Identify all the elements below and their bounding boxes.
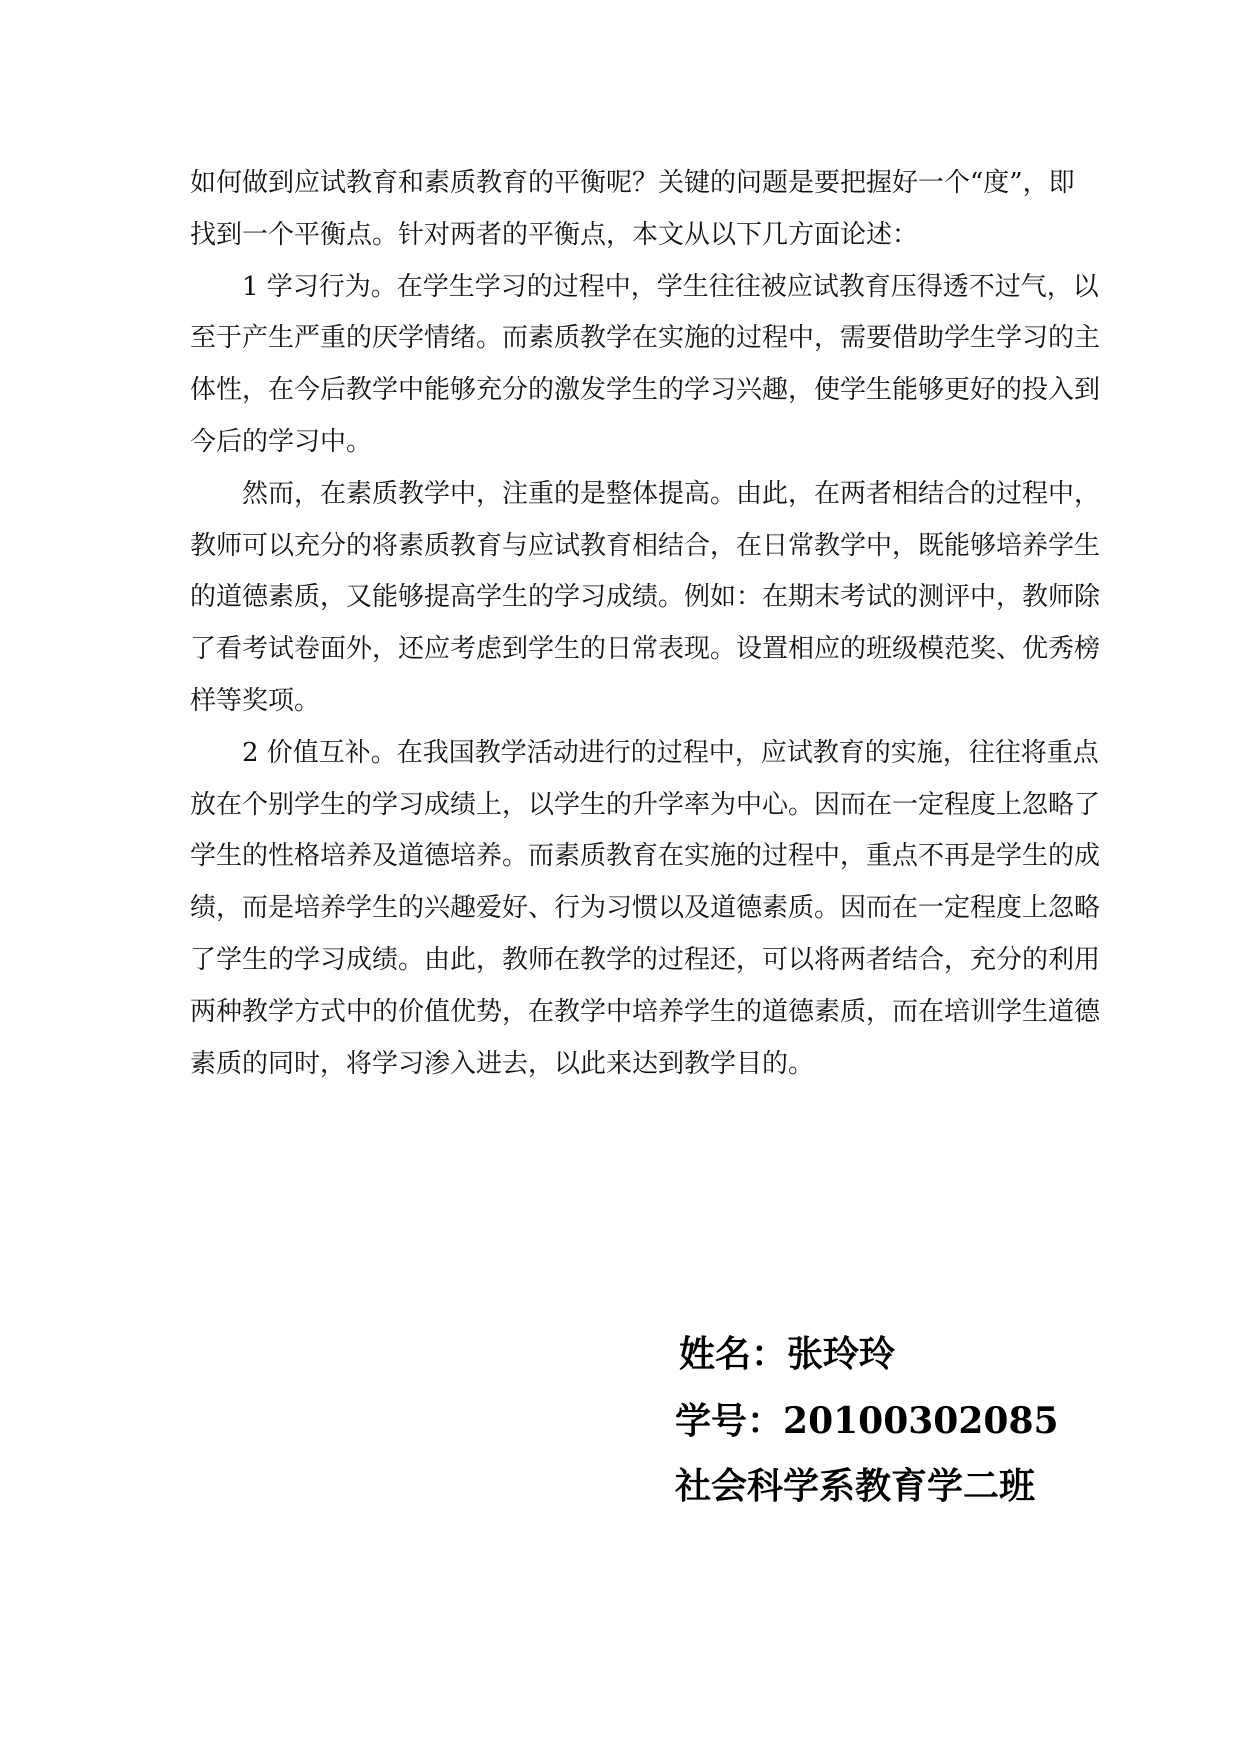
paragraph-line: 找到一个平衡点。针对两者的平衡点，本文从以下几方面论述： bbox=[190, 219, 919, 250]
paragraph-line: 放在个别学生的学习成绩上，以学生的升学率为中心。因而在一定程度上忽略了 bbox=[190, 789, 1101, 820]
paragraph-line: 了看考试卷面外，还应考虑到学生的日常表现。设置相应的班级模范奖、优秀榜 bbox=[190, 634, 1101, 665]
student-id-label: 学号： bbox=[675, 1401, 784, 1442]
paragraph-line: 样等奖项。 bbox=[190, 685, 321, 716]
paragraph-line: 素质的同时，将学习渗入进去，以此来达到教学目的。 bbox=[190, 1048, 815, 1079]
paragraph-line: 2 价值互补。在我国教学活动进行的过程中，应试教育的实施，往往将重点 bbox=[242, 737, 1099, 768]
paragraph-line: 的道德素质，又能够提高学生的学习成绩。例如：在期末考试的测评中，教师除 bbox=[190, 582, 1101, 613]
student-name-line bbox=[675, 1322, 1059, 1388]
paragraph-line: 两种教学方式中的价值优势，在教学中培养学生的道德素质，而在培训学生道德 bbox=[190, 996, 1101, 1027]
paragraph-line: 然而，在素质教学中，注重的是整体提高。由此，在两者相结合的过程中， bbox=[242, 478, 1101, 509]
body-text bbox=[190, 158, 1101, 1090]
paragraph-line: 学生的性格培养及道德培养。而素质教育在实施的过程中，重点不再是学生的成 bbox=[190, 841, 1101, 872]
paragraph-line: 教师可以充分的将素质教育与应试教育相结合，在日常教学中，既能够培养学生 bbox=[190, 530, 1101, 561]
paragraph-line: 绩，而是培养学生的兴趣爱好、行为习惯以及道德素质。因而在一定程度上忽略 bbox=[190, 893, 1101, 924]
paragraph-line: 了学生的学习成绩。由此，教师在教学的过程还，可以将两者结合，充分的利用 bbox=[190, 944, 1101, 975]
student-id-line bbox=[675, 1388, 1059, 1454]
paragraph-line: 今后的学习中。 bbox=[190, 426, 373, 457]
student-name-value: 张玲玲 bbox=[787, 1334, 896, 1375]
paragraph-line: 至于产生严重的厌学情绪。而素质教学在实施的过程中，需要借助学生学习的主 bbox=[190, 323, 1101, 354]
paragraph-line: 体性，在今后教学中能够充分的激发学生的学习兴趣，使学生能够更好的投入到 bbox=[190, 375, 1101, 406]
signature-block bbox=[675, 1322, 1059, 1520]
department-line: 社会科学系教育学二班 bbox=[675, 1466, 1036, 1507]
paragraph-line: 1 学习行为。在学生学习的过程中，学生往往被应试教育压得透不过气，以 bbox=[242, 271, 1099, 302]
paragraph-line: 如何做到应试教育和素质教育的平衡呢？关键的问题是要把握好一个“度”，即 bbox=[190, 168, 1075, 198]
student-id-value: 20100302085 bbox=[783, 1400, 1059, 1442]
student-name-label: 姓名： bbox=[679, 1334, 788, 1375]
